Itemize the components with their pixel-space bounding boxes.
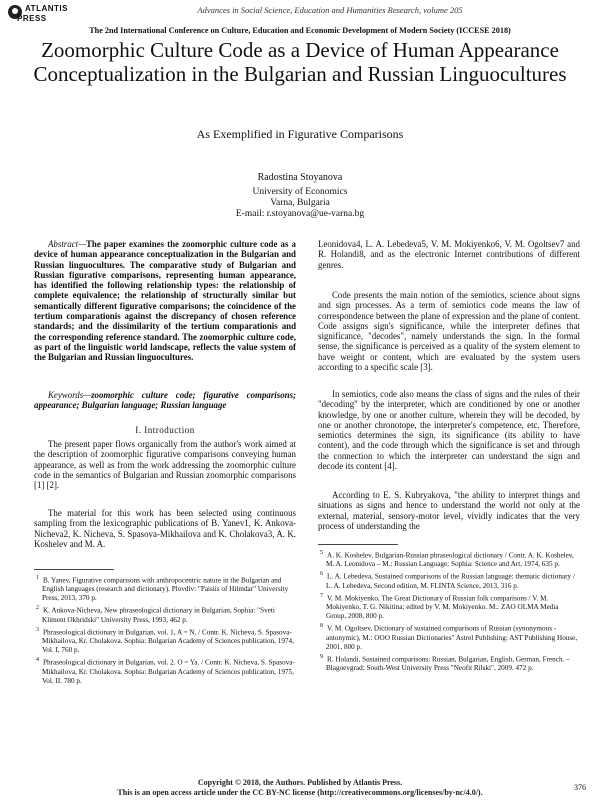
footnote-text: V. M. Mokiyenko, The Great Dictionary of Russian folk comparisons / V. M. Mokiyenko, T. G. Nikitina; edited by V. M. Mokiyenko. M.: ZAO OLMA Media Group, 2008, 800 p. xyxy=(326,594,559,621)
page-number: 376 xyxy=(574,783,586,792)
footnote xyxy=(34,626,296,655)
footnote-number: 8 xyxy=(320,623,323,630)
footnote xyxy=(34,574,296,603)
keywords-text: zoomorphic culture code; figurative comparisons; appearance; Bulgarian language; Russian language xyxy=(34,390,296,411)
license-line: This is an open access article under the CC BY-NC license (http://creativecommons.org/licenses/by-nc/4.0/). xyxy=(117,788,483,797)
conference-name: The 2nd International Conference on Culture, Education and Economic Development of Modern Society (ICCESE 2018) xyxy=(89,26,511,35)
affiliation-line: Varna, Bulgaria xyxy=(270,198,330,208)
paragraph-text: In semiotics, code also means the class of signs and the rules of their "decoding" by the interpreter, which are conditioned by one or another knowledge, by one or another culture, wherein they will be decoded, by one or another chronotope, the interpreter's competence, etc. Therefore, semiotics determines the sign, its significance (its ability to have content), and the code through which the significance is set and through the connection to which the interpreter can understand the sign and decode its content [4]. xyxy=(318,389,580,472)
footnote-text: V. M. Ogoltsev, Dictionary of sustained comparisons of Russian (synonymous -antonymic), M.: OOO Russian Dictionaries" Astrel Publishing: AST Publishing House, 2001, 800 p. xyxy=(326,624,578,651)
footnote xyxy=(318,592,580,621)
footnote xyxy=(318,570,580,590)
footnote xyxy=(318,549,580,569)
footnote-number: 5 xyxy=(320,550,323,556)
paper-subtitle: As Exemplified in Figurative Comparisons xyxy=(196,127,404,141)
footnote-text: A. K. Koshelev, Bulgarian-Russian phraseological dictionary / Contr. A. K. Koshelev, M. A. Leonidova – M.: Russian Language; Sophia: Science and Art, 1974, 635 p. xyxy=(326,551,574,569)
footnote xyxy=(318,622,580,651)
footnote-text: Phraseological dictionary in Bulgarian, vol. 1, A = N. / Contr. K. Nicheva, S. Spasova-Mikhailova, Kr. Cholakova. Sophia: Bulgarian Academy of Sciences publication, 1974, Vol. I, 760 p. xyxy=(42,628,294,655)
footnote xyxy=(318,653,580,673)
paragraph xyxy=(318,290,580,372)
section-heading: I. Introduction xyxy=(135,425,195,435)
journal-header: Advances in Social Science, Education and Humanities Research, volume 205 xyxy=(197,5,463,15)
footnote-rule xyxy=(34,569,114,570)
footnote-number: 9 xyxy=(320,653,323,660)
paragraph-text: Leonidova4, L. A. Lebedeva5, V. M. Mokiyenko6, V. M. Ogoltsev7 and R. Holandi8, and as the electronic Internet contributions of different genres. xyxy=(318,239,580,270)
author-email: E-mail: r.stoyanova@ue-varna.bg xyxy=(235,209,365,219)
footnotes-right xyxy=(318,549,580,674)
footnotes-left xyxy=(34,574,296,687)
paragraph-text: The present paper flows organically from the author's work aimed at the description of zoomorphic figurative comparisons conveying human appearance, as well as from the work addressing the zoomorphic culture code in the semantics of Bulgarian and Russian zoomorphic comparisons [1] [2]. xyxy=(34,439,296,491)
paragraph xyxy=(318,239,580,270)
affiliation xyxy=(0,187,600,220)
footnote-rule xyxy=(318,544,398,545)
logo-line1: ATLANTIS xyxy=(25,4,68,13)
footnote-number: 2 xyxy=(36,605,39,612)
footnote-number: 4 xyxy=(36,657,39,664)
abstract-text: The paper examines the zoomorphic culture code as a device of human appearance conceptualization in the Bulgarian and Russian linguocultures. The comparative study of Bulgarian and Russian figurative comparisons, representing human appearance, has identified the following relationship types: the relationship of complete equivalence; the relationship of structurally similar but semantically different figurative comparisons; the coincidence of the tertium comparationis against the discrepancy of chosen reference standards; and the dissimilarity of the tertium comparationis and the corresponding reference standard. The zoomorphic culture code, as part of the linguistic world landscape, reflects the value system of the Bulgarian and Russian linguocultures. xyxy=(34,239,296,363)
copyright-line: Copyright © 2018, the Authors. Published by Atlantis Press. xyxy=(197,778,403,787)
paragraph-text: According to E. S. Kubryakova, "the ability to interpret things and situations as signs and hence to understand the world not only at the external, material, sensory-motor level, vividly indicates that the very process of understanding the xyxy=(318,490,580,531)
footnote-text: B. Yanev, Figurative comparisons with anthropocentric nature in the Bulgarian and English languages (research and dictionary). Plovdiv: "Paisiis of Hilmdar" University Press, 2013, 370 p. xyxy=(42,576,289,603)
footnote xyxy=(34,656,296,685)
paper-title: Zoomorphic Culture Code as a Device of Human Appearance Conceptualization in the Bulgarian and Russian Linguocultures xyxy=(33,38,567,86)
footnote-text: K. Ankova-Nicheva, New phraseological dictionary in Bulgarian, Sophia: "Sveti Kliment Okhridski" University Press, 1993, 462 p. xyxy=(42,606,275,624)
abstract-lead: Abstract— xyxy=(48,239,86,249)
paragraph xyxy=(318,490,580,531)
footnote-number: 6 xyxy=(320,571,323,578)
paragraph-text: The material for this work has been selected using continuous sampling from the lexicographic publications of B. Yanev1, K. Ankova-Nicheva2, K. Nicheva, S. Spasova-Mikhailova and K. Cholakova3, A. K. Koshelev and M. A. xyxy=(34,508,296,549)
paragraph xyxy=(34,439,296,490)
footnote-number: 3 xyxy=(36,626,39,633)
affiliation-line: University of Economics xyxy=(252,187,348,197)
paragraph xyxy=(34,508,296,549)
footnote-text: L. A. Lebedeva, Sustained comparisons of the Russian language: thematic dictionary / L. A. Lebedeva, Second edition, M. FLINTA Science, 2013, 316 p. xyxy=(326,572,575,590)
paragraph xyxy=(318,389,580,471)
paragraph-text: Code presents the main notion of the semiotics, science about signs and sign processes. As a term of semiotics code means the law of correspondence between the plane of expression and the plane of content. Code assigns sign's significance, while the interpreter defines that significance, "decodes", namely understands the sign. In the formal sense, the significance is perceived as a quality of the system element to have weight or content, which are evaluated by the system users according to a specific scale [3]. xyxy=(318,290,580,373)
footnote-number: 1 xyxy=(36,575,39,581)
footnote-text: R. Holandi, Sustained comparisons: Russian, Bulgarian, English, German, French. – Blagoevgrad: South-West University Press "Neofit Rilski", 2009. 472 p. xyxy=(326,654,570,672)
keywords xyxy=(34,390,296,411)
author-name: Radostina Stoyanova xyxy=(257,172,343,183)
copyright-footer xyxy=(0,778,600,798)
footnote-number: 7 xyxy=(320,592,323,599)
footnote-text: Phraseological dictionary in Bulgarian, vol. 2. O = Ya. / Contr. K. Nicheva, S. Spasova-Mikhailova, Kr. Cholakova. Sophia: Bulgarian Academy of Sciences publication, 1975, Vol. II. 780 p. xyxy=(42,658,295,685)
keywords-lead: Keywords— xyxy=(48,390,92,400)
logo-line2: PRESS xyxy=(17,14,47,23)
abstract xyxy=(34,239,296,363)
footnote xyxy=(34,604,296,624)
